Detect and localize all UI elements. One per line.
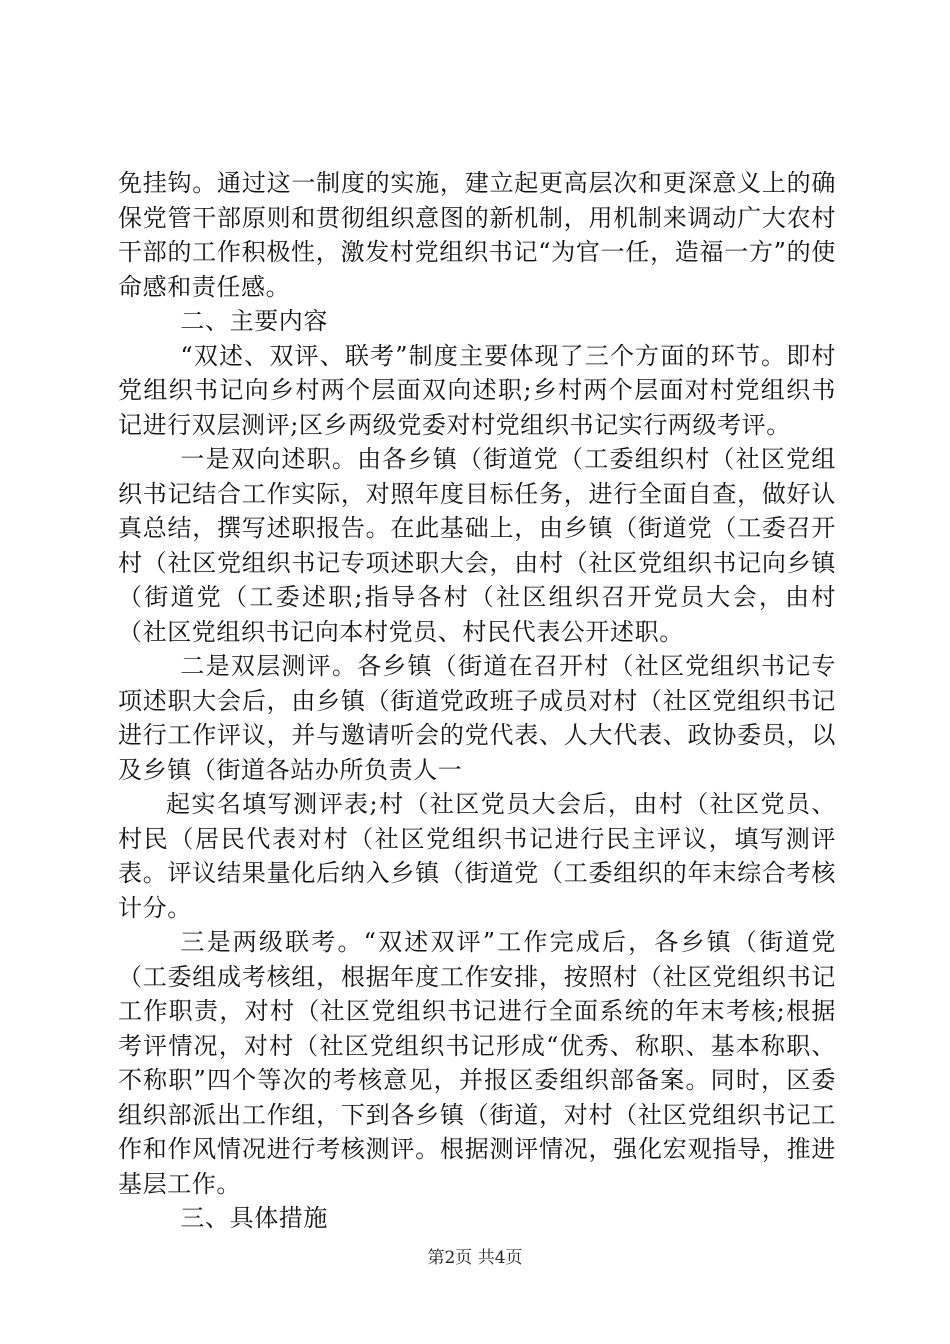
paragraph-overview: “双述、双评、联考”制度主要体现了三个方面的环节。即村党组织书记向乡村两个层面双向述职;乡村两个层面对村党组织书记进行双层测评;区乡两级党委对村党组织书记实行两级考评。	[118, 341, 836, 439]
paragraph-evaluation-continued: 起实名填写测评表;村（社区党员大会后，由村（社区党员、村民（居民代表对村（社区党组织书记进行民主评议，填写测评表。评议结果量化后纳入乡镇（街道党（工委组织的年末综合考核计分。	[118, 790, 836, 922]
paragraph-joint-assessment: 三是两级联考。“双述双评”工作完成后，各乡镇（街道党（工委组成考核组，根据年度工作安排，按照村（社区党组织书记工作职责，对村（社区党组织书记进行全面系统的年末考核;根据考评情况，对村（社区党组织书记形成“优秀、称职、基本称职、不称职”四个等次的考核意见，并报区委组织部备案。同时，区委组织部派出工作组，下到各乡镇（街道，对村（社区党组织书记工作和作风情况进行考核测评。根据测评情况，强化宏观指导，推进基层工作。	[118, 928, 836, 1198]
section-heading-main-content: 二、主要内容	[180, 307, 328, 335]
page-number: 第2页 共4页	[427, 1248, 523, 1268]
paragraph-dual-reporting: 一是双向述职。由各乡镇（街道党（工委组织村（社区党组织书记结合工作实际，对照年度目标任务，进行全面自查，做好认真总结，撰写述职报告。在此基础上，由乡镇（街道党（工委召开村（社区党组织书记专项述职大会，由村（社区党组织书记向乡镇（街道党（工委述职;指导各村（社区组织召开党员大会，由村（社区党组织书记向本村党员、村民代表公开述职。	[118, 445, 836, 646]
document-body	[118, 166, 836, 1236]
section-heading-measures: 三、具体措施	[180, 1204, 328, 1232]
paragraph-continuation: 免挂钩。通过这一制度的实施，建立起更高层次和更深意义上的确保党管干部原则和贯彻组织意图的新机制，用机制来调动广大农村干部的工作积极性，激发村党组织书记“为官一任，造福一方”的使命感和责任感。	[118, 169, 836, 301]
paragraph-dual-evaluation: 二是双层测评。各乡镇（街道在召开村（社区党组织书记专项述职大会后，由乡镇（街道党政班子成员对村（社区党组织书记进行工作评议，并与邀请听会的党代表、人大代表、政协委员，以及乡镇（街道各站办所负责人一	[118, 652, 836, 784]
